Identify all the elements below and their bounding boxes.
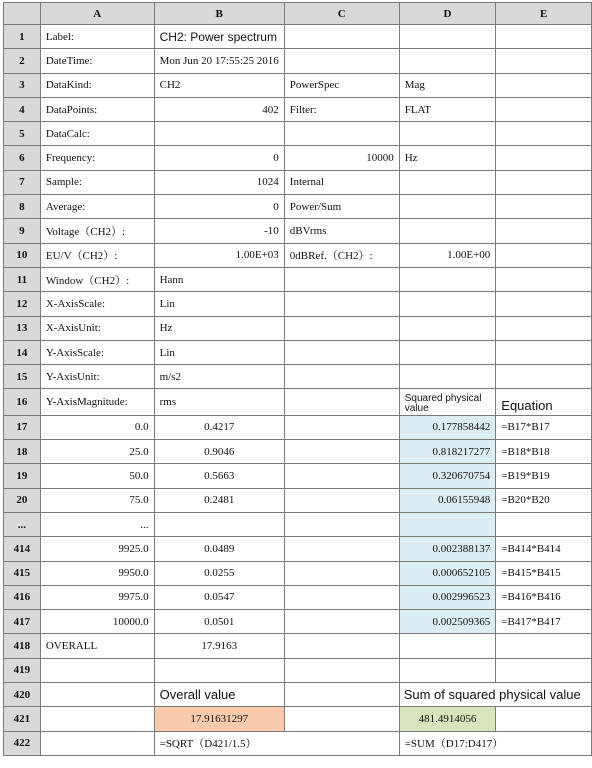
cell-a9[interactable]: Voltage（CH2）:	[40, 219, 154, 243]
cell-e417[interactable]: =B417*B417	[496, 610, 592, 634]
cell-d416[interactable]: 0.002996523	[399, 585, 496, 609]
cell-e1[interactable]	[496, 25, 592, 49]
cell-d18[interactable]: 0.818217277	[399, 440, 496, 464]
cell-b5[interactable]	[154, 122, 284, 146]
cell-b12[interactable]: Lin	[154, 292, 284, 316]
cell-d19[interactable]: 0.320670754	[399, 464, 496, 488]
row-header[interactable]: 18	[4, 440, 41, 464]
cell-e416[interactable]: =B416*B416	[496, 585, 592, 609]
cell-c11[interactable]	[284, 267, 399, 291]
cell-c19[interactable]	[284, 464, 399, 488]
cell-c414[interactable]	[284, 537, 399, 561]
cell-b417[interactable]: 0.0501	[154, 610, 284, 634]
row-header[interactable]: 16	[4, 389, 41, 415]
cell-c418[interactable]	[284, 634, 399, 658]
cell-a6[interactable]: Frequency:	[40, 146, 154, 170]
cell-d417[interactable]: 0.002509365	[399, 610, 496, 634]
row-header[interactable]: 414	[4, 537, 41, 561]
cell-b415[interactable]: 0.0255	[154, 561, 284, 585]
cell-a415[interactable]: 9950.0	[40, 561, 154, 585]
cell-e6[interactable]	[496, 146, 592, 170]
row-header[interactable]: 10	[4, 243, 41, 267]
cell-a414[interactable]: 9925.0	[40, 537, 154, 561]
cell-b8[interactable]: 0	[154, 195, 284, 219]
cell-a11[interactable]: Window（CH2）:	[40, 267, 154, 291]
row-header[interactable]: 19	[4, 464, 41, 488]
row-header[interactable]: 421	[4, 707, 41, 731]
cell-a-ellipsis[interactable]: ...	[40, 512, 154, 536]
cell-d15[interactable]	[399, 365, 496, 389]
cell-d4[interactable]: FLAT	[399, 97, 496, 121]
cell-b418[interactable]: 17.9163	[154, 634, 284, 658]
cell-d20[interactable]: 0.06155948	[399, 488, 496, 512]
table-row	[4, 73, 592, 97]
overall-value-cell[interactable]: 17.91631297	[154, 707, 284, 731]
select-all-corner[interactable]	[4, 3, 41, 25]
cell-c16[interactable]	[284, 389, 399, 415]
column-header-b[interactable]: B	[154, 3, 284, 25]
cell-a13[interactable]: X-AxisUnit:	[40, 316, 154, 340]
cell-a3[interactable]: DataKind:	[40, 73, 154, 97]
cell-e3[interactable]	[496, 73, 592, 97]
cell-c10[interactable]: 0dBRef.（CH2）:	[284, 243, 399, 267]
cell-c419[interactable]	[284, 658, 399, 682]
column-header-e[interactable]: E	[496, 3, 592, 25]
cell-c420[interactable]	[284, 683, 399, 707]
table-row	[4, 243, 592, 267]
column-header-c[interactable]: C	[284, 3, 399, 25]
cell-c421[interactable]	[284, 707, 399, 731]
table-row	[4, 440, 592, 464]
cell-a5[interactable]: DataCalc:	[40, 122, 154, 146]
table-row	[4, 49, 592, 73]
cell-c12[interactable]	[284, 292, 399, 316]
cell-b11[interactable]: Hann	[154, 267, 284, 291]
row-header[interactable]: 3	[4, 73, 41, 97]
cell-c3[interactable]: PowerSpec	[284, 73, 399, 97]
row-header[interactable]: 417	[4, 610, 41, 634]
table-row	[4, 170, 592, 194]
cell-e18[interactable]: =B18*B18	[496, 440, 592, 464]
cell-e2[interactable]	[496, 49, 592, 73]
cell-b13[interactable]: Hz	[154, 316, 284, 340]
cell-c416[interactable]	[284, 585, 399, 609]
table-row	[4, 340, 592, 364]
cell-e13[interactable]	[496, 316, 592, 340]
table-row	[4, 292, 592, 316]
table-row	[4, 97, 592, 121]
cell-e9[interactable]	[496, 219, 592, 243]
cell-c20[interactable]	[284, 488, 399, 512]
sum-squared-label[interactable]: Sum of squared physical value	[399, 683, 591, 707]
column-header-a[interactable]: A	[40, 3, 154, 25]
cell-e15[interactable]	[496, 365, 592, 389]
table-row	[4, 464, 592, 488]
cell-e14[interactable]	[496, 340, 592, 364]
cell-a418[interactable]: OVERALL	[40, 634, 154, 658]
cell-b414[interactable]: 0.0489	[154, 537, 284, 561]
table-row	[4, 561, 592, 585]
row-header[interactable]: 17	[4, 415, 41, 439]
table-row	[4, 731, 592, 755]
cell-b17[interactable]: 0.4217	[154, 415, 284, 439]
cell-a4[interactable]: DataPoints:	[40, 97, 154, 121]
cell-b19[interactable]: 0.5663	[154, 464, 284, 488]
cell-a419[interactable]	[40, 658, 154, 682]
table-row	[4, 122, 592, 146]
cell-a20[interactable]: 75.0	[40, 488, 154, 512]
cell-b9[interactable]: -10	[154, 219, 284, 243]
cell-b10[interactable]: 1.00E+03	[154, 243, 284, 267]
cell-a416[interactable]: 9975.0	[40, 585, 154, 609]
cell-b419[interactable]	[154, 658, 284, 682]
table-row	[4, 219, 592, 243]
cell-d14[interactable]	[399, 340, 496, 364]
table-row	[4, 389, 592, 415]
cell-d418[interactable]	[399, 634, 496, 658]
cell-b16[interactable]: rms	[154, 389, 284, 415]
row-header[interactable]: 418	[4, 634, 41, 658]
column-header-d[interactable]: D	[399, 3, 496, 25]
row-header[interactable]: 15	[4, 365, 41, 389]
sum-squared-cell[interactable]: 481.4914056	[399, 707, 496, 731]
cell-e11[interactable]	[496, 267, 592, 291]
cell-c5[interactable]	[284, 122, 399, 146]
cell-e8[interactable]	[496, 195, 592, 219]
row-header[interactable]: 422	[4, 731, 41, 755]
cell-a15[interactable]: Y-AxisUnit:	[40, 365, 154, 389]
cell-e4[interactable]	[496, 97, 592, 121]
table-row	[4, 488, 592, 512]
cell-c415[interactable]	[284, 561, 399, 585]
cell-c17[interactable]	[284, 415, 399, 439]
cell-d414[interactable]: 0.002388137	[399, 537, 496, 561]
table-row	[4, 267, 592, 291]
table-row	[4, 365, 592, 389]
cell-a18[interactable]: 25.0	[40, 440, 154, 464]
cell-d3[interactable]: Mag	[399, 73, 496, 97]
cell-a2[interactable]: DateTime:	[40, 49, 154, 73]
row-header[interactable]: 14	[4, 340, 41, 364]
row-header[interactable]: 419	[4, 658, 41, 682]
row-header[interactable]: 6	[4, 146, 41, 170]
table-row	[4, 195, 592, 219]
cell-d6[interactable]: Hz	[399, 146, 496, 170]
cell-a10[interactable]: EU/V（CH2）:	[40, 243, 154, 267]
table-row	[4, 415, 592, 439]
row-header[interactable]: ...	[4, 512, 41, 536]
cell-b416[interactable]: 0.0547	[154, 585, 284, 609]
table-row	[4, 25, 592, 49]
cell-a421[interactable]	[40, 707, 154, 731]
cell-c18[interactable]	[284, 440, 399, 464]
row-header[interactable]: 7	[4, 170, 41, 194]
cell-c1[interactable]	[284, 25, 399, 49]
cell-a1[interactable]: Label:	[40, 25, 154, 49]
cell-b-ellipsis[interactable]	[154, 512, 284, 536]
cell-c9[interactable]: dBVrms	[284, 219, 399, 243]
table-row	[4, 683, 592, 707]
cell-b6[interactable]: 0	[154, 146, 284, 170]
row-header[interactable]: 2	[4, 49, 41, 73]
row-header[interactable]: 13	[4, 316, 41, 340]
cell-a422[interactable]	[40, 731, 154, 755]
cell-e418[interactable]	[496, 634, 592, 658]
cell-e7[interactable]	[496, 170, 592, 194]
row-header[interactable]: 11	[4, 267, 41, 291]
cell-e414[interactable]: =B414*B414	[496, 537, 592, 561]
cell-b1[interactable]: CH2: Power spectrum	[154, 25, 284, 49]
cell-a16[interactable]: Y-AxisMagnitude:	[40, 389, 154, 415]
cell-d-ellipsis[interactable]	[399, 512, 496, 536]
cell-a8[interactable]: Average:	[40, 195, 154, 219]
cell-b18[interactable]: 0.9046	[154, 440, 284, 464]
cell-d10[interactable]: 1.00E+00	[399, 243, 496, 267]
table-row	[4, 537, 592, 561]
row-header[interactable]: 4	[4, 97, 41, 121]
row-header[interactable]: 5	[4, 122, 41, 146]
cell-e421[interactable]	[496, 707, 592, 731]
cell-d1[interactable]	[399, 25, 496, 49]
cell-b14[interactable]: Lin	[154, 340, 284, 364]
cell-a14[interactable]: Y-AxisScale:	[40, 340, 154, 364]
row-header[interactable]: 415	[4, 561, 41, 585]
cell-d415[interactable]: 0.000652105	[399, 561, 496, 585]
cell-e20[interactable]: =B20*B20	[496, 488, 592, 512]
cell-d11[interactable]	[399, 267, 496, 291]
table-row	[4, 634, 592, 658]
sum-formula[interactable]: =SUM（D17:D417）	[399, 731, 591, 755]
table-row	[4, 707, 592, 731]
squared-value-heading[interactable]: Squared physical value	[399, 389, 496, 415]
cell-d7[interactable]	[399, 170, 496, 194]
cell-c4[interactable]: Filter:	[284, 97, 399, 121]
cell-a19[interactable]: 50.0	[40, 464, 154, 488]
cell-d17[interactable]: 0.177858442	[399, 415, 496, 439]
cell-e-ellipsis[interactable]	[496, 512, 592, 536]
cell-d12[interactable]	[399, 292, 496, 316]
cell-a12[interactable]: X-AxisScale:	[40, 292, 154, 316]
cell-e19[interactable]: =B19*B19	[496, 464, 592, 488]
cell-c6[interactable]: 10000	[284, 146, 399, 170]
cell-d9[interactable]	[399, 219, 496, 243]
table-row	[4, 585, 592, 609]
row-header[interactable]: 20	[4, 488, 41, 512]
spreadsheet-grid	[3, 2, 592, 756]
cell-d13[interactable]	[399, 316, 496, 340]
table-row	[4, 316, 592, 340]
row-header[interactable]: 420	[4, 683, 41, 707]
cell-b2[interactable]: Mon Jun 20 17:55:25 2016	[154, 49, 284, 73]
cell-c-ellipsis[interactable]	[284, 512, 399, 536]
overall-formula[interactable]: =SQRT（D421/1.5）	[154, 731, 399, 755]
cell-d419[interactable]	[399, 658, 496, 682]
cell-c15[interactable]	[284, 365, 399, 389]
cell-b3[interactable]: CH2	[154, 73, 284, 97]
cell-c7[interactable]: Internal	[284, 170, 399, 194]
cell-c2[interactable]	[284, 49, 399, 73]
row-header[interactable]: 9	[4, 219, 41, 243]
cell-a17[interactable]: 0.0	[40, 415, 154, 439]
cell-a420[interactable]	[40, 683, 154, 707]
cell-e17[interactable]: =B17*B17	[496, 415, 592, 439]
row-header[interactable]: 1	[4, 25, 41, 49]
cell-c14[interactable]	[284, 340, 399, 364]
cell-b7[interactable]: 1024	[154, 170, 284, 194]
row-header[interactable]: 12	[4, 292, 41, 316]
cell-c13[interactable]	[284, 316, 399, 340]
row-header[interactable]: 8	[4, 195, 41, 219]
cell-b20[interactable]: 0.2481	[154, 488, 284, 512]
cell-a7[interactable]: Sample:	[40, 170, 154, 194]
cell-d2[interactable]	[399, 49, 496, 73]
equation-heading[interactable]: Equation	[496, 389, 592, 415]
cell-b15[interactable]: m/s2	[154, 365, 284, 389]
cell-e10[interactable]	[496, 243, 592, 267]
table-row	[4, 658, 592, 682]
cell-e419[interactable]	[496, 658, 592, 682]
cell-d5[interactable]	[399, 122, 496, 146]
cell-d8[interactable]	[399, 195, 496, 219]
table-row	[4, 610, 592, 634]
cell-c417[interactable]	[284, 610, 399, 634]
cell-e415[interactable]: =B415*B415	[496, 561, 592, 585]
cell-a417[interactable]: 10000.0	[40, 610, 154, 634]
cell-e5[interactable]	[496, 122, 592, 146]
cell-c8[interactable]: Power/Sum	[284, 195, 399, 219]
table-row	[4, 146, 592, 170]
overall-value-label[interactable]: Overall value	[154, 683, 284, 707]
table-row	[4, 512, 592, 536]
column-header-row	[4, 3, 592, 25]
cell-b4[interactable]: 402	[154, 97, 284, 121]
row-header[interactable]: 416	[4, 585, 41, 609]
cell-e12[interactable]	[496, 292, 592, 316]
